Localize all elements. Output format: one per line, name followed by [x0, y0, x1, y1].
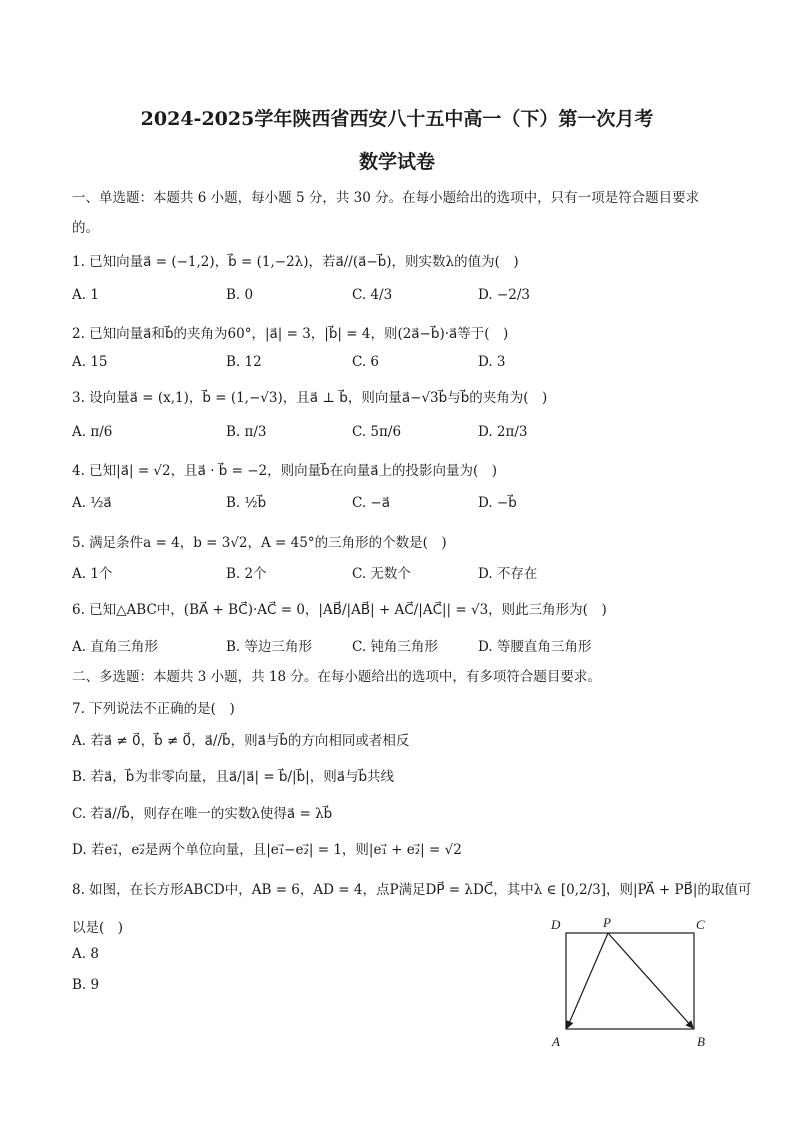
question-6-stem: 6. 已知△ABC中，(BA⃗ + BC⃗)·AC⃗ = 0，|AB⃗/|AB⃗| + AC⃗/|AC⃗|| = √3，则此三角形为( ) — [72, 602, 607, 618]
q8-option-b: B. 9 — [72, 977, 100, 993]
q7-option-c: C. 若a⃗//b⃗，则存在唯一的实数λ使得a⃗ = λb⃗ — [72, 806, 333, 822]
q6-option-a: A. 直角三角形 — [72, 639, 158, 655]
q3-option-c: C. 5π/6 — [352, 424, 402, 440]
q5-option-c: C. 无数个 — [352, 566, 411, 582]
question-3-stem: 3. 设向量a⃗ = (x,1)，b⃗ = (1,−√3)，且a⃗ ⊥ b⃗，则向量a⃗−√3b⃗与b⃗的夹角为( ) — [72, 390, 548, 406]
vector-pb — [608, 933, 693, 1028]
label-d: D — [551, 917, 561, 932]
exam-subtitle: 数学试卷 — [358, 151, 435, 173]
label-a: A — [552, 1034, 560, 1049]
question-4-stem: 4. 已知|a⃗| = √2，且a⃗ · b⃗ = −2，则向量b⃗在向量a⃗上的投影向量为( ) — [72, 463, 498, 479]
question-2-stem: 2. 已知向量a⃗和b⃗的夹角为60°，|a⃗| = 3，|b⃗| = 4，则(2a⃗−b⃗)·a⃗等于( ) — [72, 326, 509, 342]
q6-option-c: C. 钝角三角形 — [352, 639, 438, 655]
q1-option-b: B. 0 — [226, 287, 254, 303]
q4-option-b: B. ½b⃗ — [226, 495, 267, 511]
q3-option-a: A. π/6 — [72, 424, 113, 440]
q3-option-d: D. 2π/3 — [478, 424, 528, 440]
q4-option-d: D. −b⃗ — [478, 495, 517, 511]
label-p: P — [603, 915, 611, 930]
exam-title: 2024-2025学年陕西省西安八十五中高一（下）第一次月考 — [140, 108, 654, 130]
q6-option-b: B. 等边三角形 — [226, 639, 313, 655]
q5-option-b: B. 2个 — [226, 566, 267, 582]
rectangle-abcd — [566, 933, 694, 1029]
q4-option-c: C. −a⃗ — [352, 495, 391, 511]
q7-option-a: A. 若a⃗ ≠ 0⃗，b⃗ ≠ 0⃗，a⃗//b⃗，则a⃗与b⃗的方向相同或者相反 — [72, 733, 410, 749]
q2-option-d: D. 3 — [478, 354, 506, 370]
section2-header: 二、多选题：本题共 3 小题，共 18 分。在每小题给出的选项中，有多项符合题目要求。 — [72, 669, 601, 685]
q2-option-a: A. 15 — [72, 354, 108, 370]
q5-option-d: D. 不存在 — [478, 566, 538, 582]
question-8-stem-line2: 以是( ) — [72, 920, 124, 936]
section1-header-line1: 一、单选题：本题共 6 小题，每小题 5 分，共 30 分。在每小题给出的选项中，只有一项是符合题目要求 — [72, 190, 700, 206]
question-8-stem-line1: 8. 如图，在长方形ABCD中，AB = 6，AD = 4，点P满足DP⃗ = λDC⃗，其中λ ∈ [0,2/3]，则|PA⃗ + PB⃗|的取值可 — [72, 882, 752, 898]
q7-option-b: B. 若a⃗，b⃗为非零向量，且a⃗/|a⃗| = b⃗/|b⃗|，则a⃗与b⃗共线 — [72, 769, 395, 785]
q1-option-c: C. 4/3 — [352, 287, 393, 303]
q3-option-b: B. π/3 — [226, 424, 267, 440]
q2-option-b: B. 12 — [226, 354, 262, 370]
label-c: C — [696, 917, 705, 932]
section1-header-line2: 的。 — [72, 220, 99, 236]
q2-option-c: C. 6 — [352, 354, 380, 370]
q1-option-d: D. −2/3 — [478, 287, 530, 303]
question-5-stem: 5. 满足条件a = 4，b = 3√2，A = 45°的三角形的个数是( ) — [72, 535, 447, 551]
q5-option-a: A. 1个 — [72, 566, 113, 582]
q1-option-a: A. 1 — [72, 287, 99, 303]
label-b: B — [697, 1034, 705, 1049]
rectangle-figure — [540, 910, 720, 1055]
q6-option-d: D. 等腰直角三角形 — [478, 639, 592, 655]
q4-option-a: A. ½a⃗ — [72, 495, 112, 511]
q7-option-d: D. 若e₁⃗，e₂⃗是两个单位向量，且|e₁⃗−e₂⃗| = 1，则|e₁⃗ + e₂⃗| = √2 — [72, 842, 462, 858]
vector-pa — [567, 933, 608, 1028]
q8-option-a: A. 8 — [72, 946, 99, 962]
question-7-stem: 7. 下列说法不正确的是( ) — [72, 701, 235, 717]
question-1-stem: 1. 已知向量a⃗ = (−1,2)，b⃗ = (1,−2λ)，若a⃗//(a⃗−b⃗)，则实数λ的值为( ) — [72, 254, 519, 270]
